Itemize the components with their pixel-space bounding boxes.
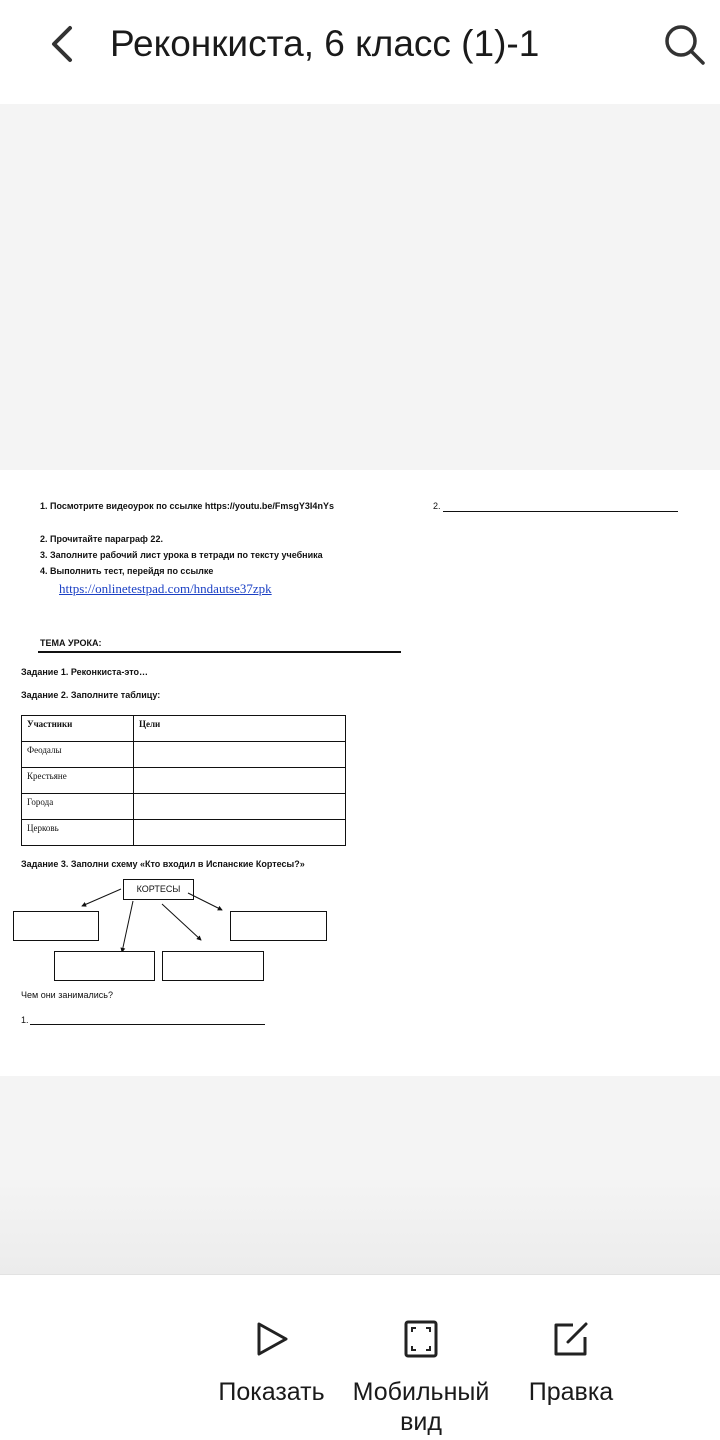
scheme-box-left: [13, 911, 99, 941]
mobile-view-label: [340, 1377, 502, 1437]
list-item-2: 2. Прочитайте параграф 22.: [40, 534, 163, 544]
test-link[interactable]: https://onlinetestpad.com/hndautse37zpk: [59, 581, 272, 596]
viewer-bottom-area: [0, 1180, 720, 1274]
list-item-1: 1. Посмотрите видеоурок по ссылке https://youtu.be/FmsgY3I4nYs: [40, 501, 334, 511]
app-header: [0, 0, 720, 104]
list-item-4: 4. Выполнить тест, перейдя по ссылке: [40, 566, 214, 576]
table-cell: Города: [22, 794, 134, 820]
table-cell-empty: [134, 794, 346, 820]
document-page[interactable]: [0, 470, 720, 1076]
task-2: Задание 2. Заполните таблицу:: [21, 690, 161, 700]
back-button[interactable]: [38, 20, 86, 68]
table-cell-empty: [134, 742, 346, 768]
table-cell-empty: [134, 768, 346, 794]
play-icon: [251, 1319, 291, 1359]
task-1: Задание 1. Реконкиста-это…: [21, 667, 149, 677]
scheme-center-box: КОРТЕСЫ: [123, 879, 194, 900]
table-cell: Феодалы: [22, 742, 134, 768]
answer-2-number: 2.: [433, 501, 441, 511]
answer-2-line: [443, 511, 678, 512]
edit-label: Правка: [528, 1378, 614, 1406]
mobile-view-label-line1: Мобильный: [352, 1378, 490, 1406]
table-cell: Крестьяне: [22, 768, 134, 794]
search-button[interactable]: [660, 20, 708, 68]
participants-table: [21, 715, 346, 846]
task-3: Задание 3. Заполни схему «Кто входил в Испанские Кортесы?»: [21, 859, 305, 869]
question-text: Чем они занимались?: [21, 990, 113, 1000]
topic-label: ТЕМА УРОКА:: [40, 638, 102, 648]
document-title: Реконкиста, 6 класс (1)-1: [110, 23, 540, 64]
table-row: [22, 794, 346, 820]
mobile-view-label-line2: вид: [400, 1408, 442, 1436]
list-item-3: 3. Заполните рабочий лист урока в тетради по тексту учебника: [40, 550, 323, 560]
answer-1-number: 1.: [21, 1015, 29, 1025]
scheme-box-bottom-left: [54, 951, 155, 981]
show-label: Показать: [218, 1378, 325, 1406]
table-cell: Церковь: [22, 820, 134, 846]
table-row: [22, 820, 346, 846]
mobile-view-icon: [401, 1319, 441, 1359]
table-header-goals: Цели: [134, 716, 346, 742]
scheme-box-bottom-right: [162, 951, 264, 981]
edit-icon: [551, 1319, 591, 1359]
bottom-toolbar: [0, 1274, 720, 1440]
table-row: [22, 742, 346, 768]
answer-line-2: [433, 501, 441, 511]
table-row: [22, 768, 346, 794]
table-cell-empty: [134, 820, 346, 846]
table-header-row: [22, 716, 346, 742]
scheme-box-right: [230, 911, 327, 941]
chevron-left-icon: [38, 20, 86, 68]
topic-line: [38, 651, 401, 653]
table-header-participants: Участники: [22, 716, 134, 742]
answer-1-line: [30, 1024, 265, 1025]
search-icon: [660, 20, 708, 68]
